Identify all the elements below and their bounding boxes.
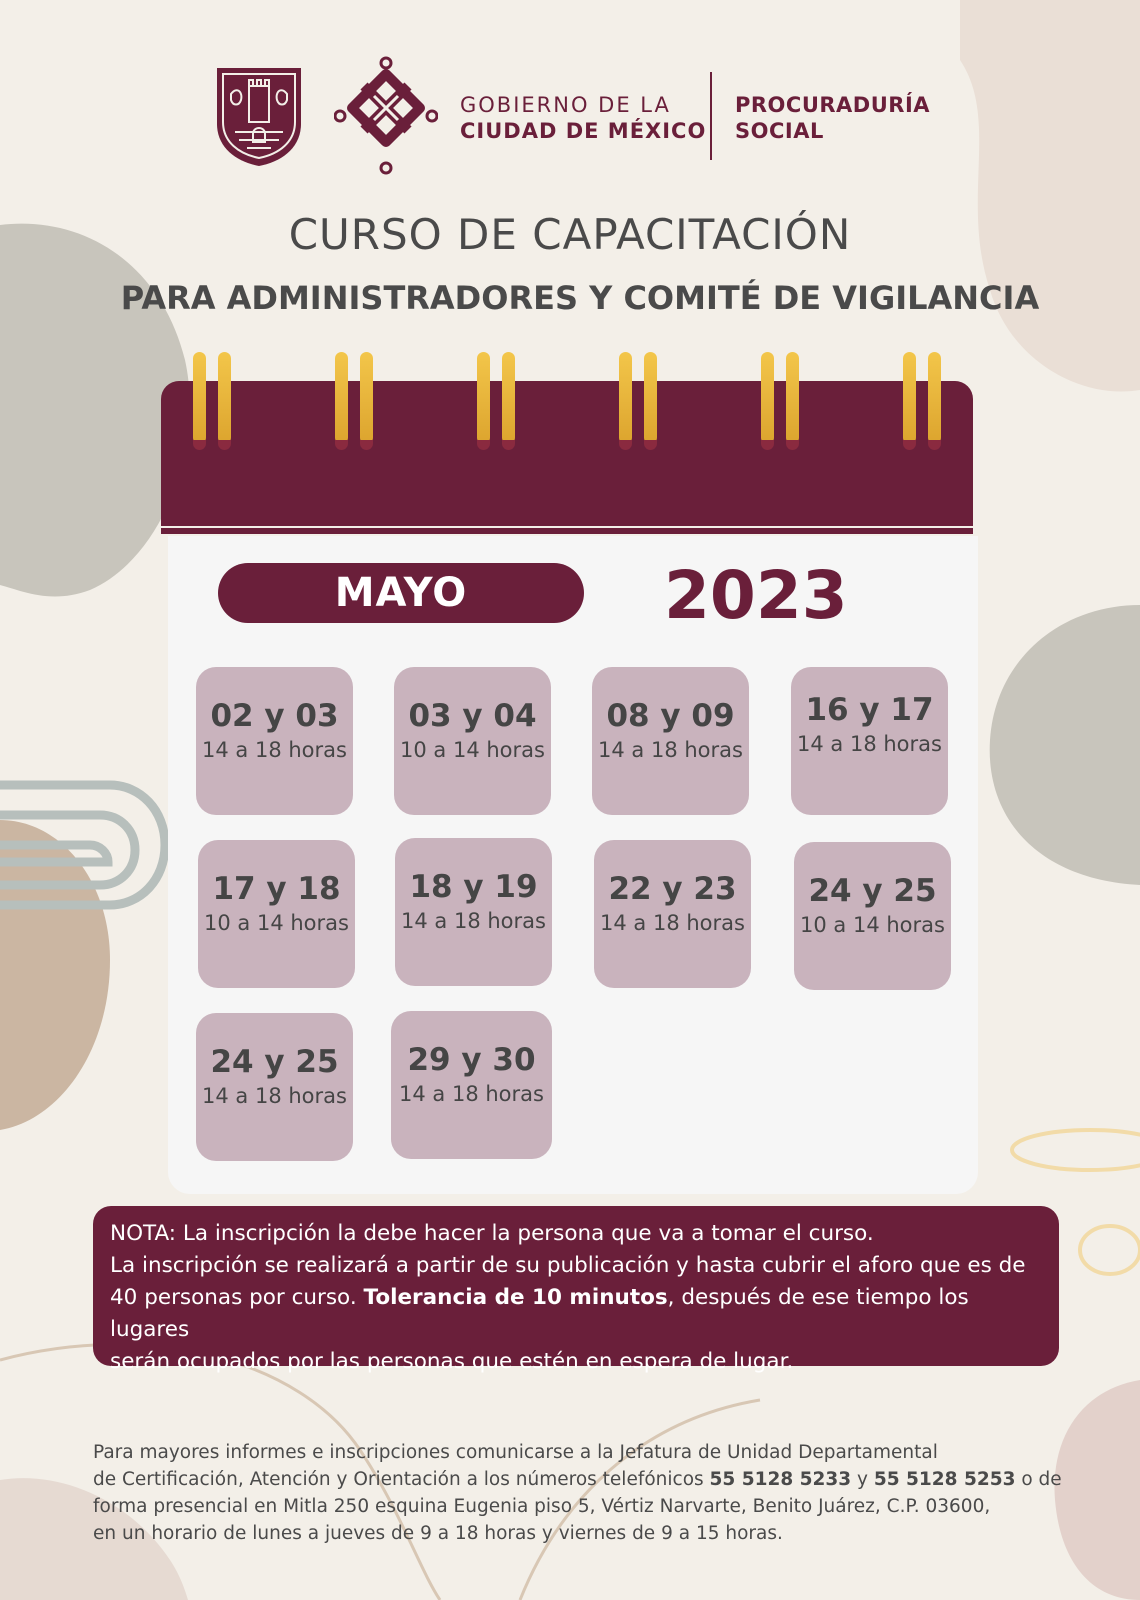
calendar-ring-icon — [928, 352, 941, 444]
session-card — [391, 1011, 552, 1159]
session-hours: 14 a 18 horas — [399, 1082, 544, 1106]
note-line: NOTA: La inscripción la debe hacer la persona que va a tomar el curso. — [110, 1221, 874, 1246]
calendar-ring-icon — [761, 352, 774, 444]
session-days: 22 y 23 — [608, 871, 737, 907]
calendar-ring-icon — [477, 352, 490, 444]
session-days: 24 y 25 — [808, 873, 937, 909]
session-card — [791, 667, 948, 815]
session-days: 29 y 30 — [407, 1042, 536, 1078]
contact-text: de Certificación, Atención y Orientación a los números telefónicos — [93, 1469, 710, 1490]
session-days: 03 y 04 — [408, 698, 537, 734]
agency-name-line1: PROCURADURÍA — [735, 93, 931, 117]
month-label: MAYO — [218, 563, 584, 623]
bg-ring-right — [1012, 1130, 1140, 1170]
contact-text: o de — [1015, 1469, 1062, 1490]
bg-ring-right-small — [1080, 1226, 1140, 1274]
note-line — [110, 1282, 1050, 1346]
calendar-ring-icon — [218, 352, 231, 444]
coat-of-arms-icon — [213, 64, 305, 168]
session-card — [594, 840, 751, 988]
note-text — [110, 1218, 1050, 1378]
calendar-header-line — [161, 528, 973, 534]
calendar-ring-icon — [903, 352, 916, 444]
contact-line: Para mayores informes e inscripciones comunicarse a la Jefatura de Unidad Departamental — [93, 1442, 938, 1463]
note-line: serán ocupados por las personas que estén en espera de lugar. — [110, 1349, 794, 1374]
calendar-ring-icon — [786, 352, 799, 444]
note-box — [93, 1206, 1059, 1374]
contact-line: en un horario de lunes a jueves de 9 a 18 horas y viernes de 9 a 15 horas. — [93, 1523, 783, 1544]
contact-text: y — [851, 1469, 874, 1490]
bg-blob-topright — [960, 0, 1140, 392]
bg-blob-right-gray — [990, 605, 1140, 885]
session-hours: 14 a 18 horas — [600, 911, 745, 935]
contact-info — [93, 1439, 1093, 1547]
session-hours: 10 a 14 horas — [204, 911, 349, 935]
session-days: 08 y 09 — [606, 698, 735, 734]
session-card — [794, 842, 951, 990]
session-days: 17 y 18 — [212, 871, 341, 907]
cdmx-knot-logo-icon — [334, 56, 438, 176]
government-name-line1: GOBIERNO DE LA — [460, 93, 671, 117]
session-hours: 14 a 18 horas — [401, 909, 546, 933]
contact-line: forma presencial en Mitla 250 esquina Eugenia piso 5, Vértiz Narvarte, Benito Juárez, C.P. 03600, — [93, 1496, 991, 1517]
calendar-header-bar — [161, 381, 973, 526]
calendar-ring-icon — [619, 352, 632, 444]
session-card — [196, 667, 353, 815]
course-subtitle: PARA ADMINISTRADORES Y COMITÉ DE VIGILANCIA — [120, 279, 1040, 317]
phone-number: 55 5128 5253 — [873, 1469, 1016, 1490]
session-hours: 14 a 18 horas — [202, 738, 347, 762]
course-title: CURSO DE CAPACITACIÓN — [288, 210, 852, 259]
header-divider — [710, 72, 712, 160]
note-line-text: 40 personas por curso. — [110, 1285, 364, 1310]
session-hours: 10 a 14 horas — [800, 913, 945, 937]
note-line-text: , después de ese tiempo los lugares — [110, 1285, 969, 1342]
agency-name — [735, 92, 930, 144]
session-days: 24 y 25 — [210, 1044, 339, 1080]
session-card — [592, 667, 749, 815]
session-card — [395, 838, 552, 986]
calendar-ring-icon — [502, 352, 515, 444]
tolerance-highlight: Tolerancia de 10 minutos — [363, 1285, 668, 1310]
session-card — [198, 840, 355, 988]
agency-name-line2: SOCIAL — [735, 119, 824, 143]
session-days: 18 y 19 — [409, 869, 538, 905]
phone-number: 55 5128 5233 — [709, 1469, 852, 1490]
calendar-ring-icon — [644, 352, 657, 444]
session-hours: 14 a 18 horas — [598, 738, 743, 762]
session-card — [394, 667, 551, 815]
session-hours: 14 a 18 horas — [797, 732, 942, 756]
government-name-line2: CIUDAD DE MÉXICO — [460, 119, 707, 143]
session-hours: 10 a 14 horas — [400, 738, 545, 762]
session-hours: 14 a 18 horas — [202, 1084, 347, 1108]
calendar-ring-icon — [360, 352, 373, 444]
session-days: 16 y 17 — [805, 692, 934, 728]
year-label: 2023 — [664, 557, 848, 634]
calendar-ring-icon — [335, 352, 348, 444]
contact-line — [93, 1466, 1093, 1493]
session-days: 02 y 03 — [210, 698, 339, 734]
government-name — [460, 92, 706, 144]
session-card — [196, 1013, 353, 1161]
bg-arcs-left — [0, 785, 165, 905]
note-line: La inscripción se realizará a partir de su publicación y hasta cubrir el aforo que es de — [110, 1253, 1026, 1278]
calendar-ring-icon — [193, 352, 206, 444]
